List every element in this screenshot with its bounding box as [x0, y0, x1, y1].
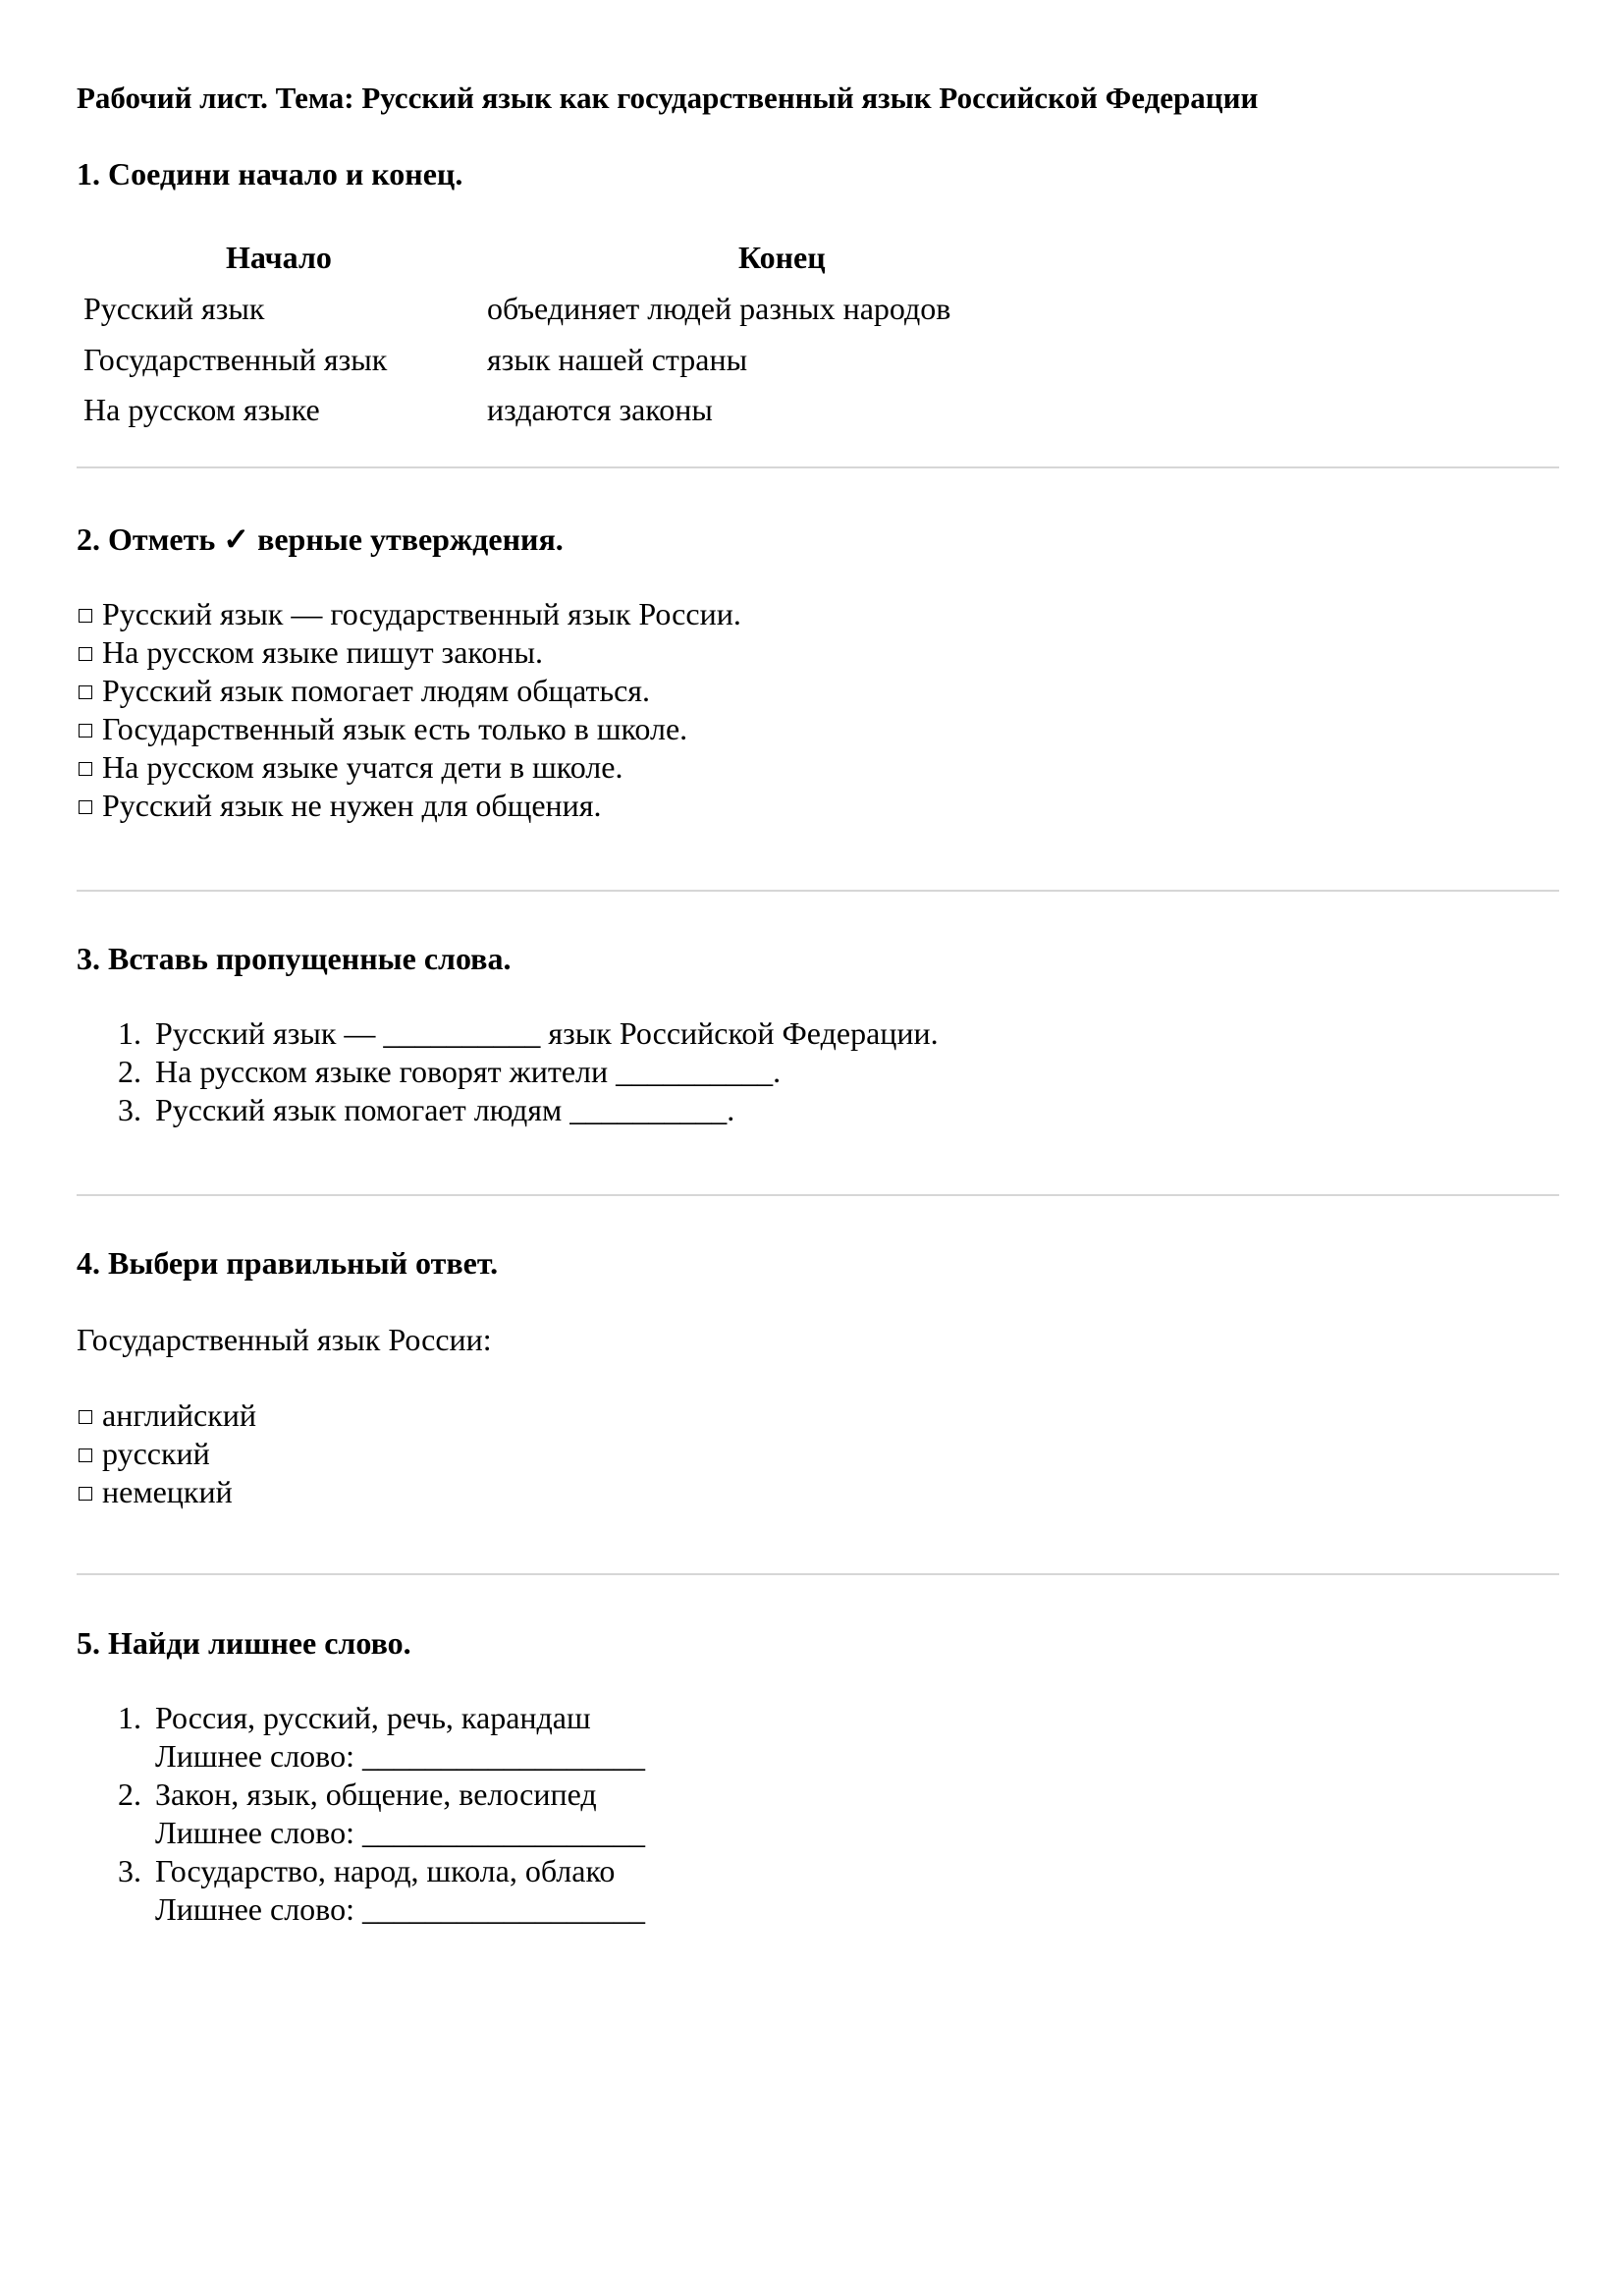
fill-in-item: 2. На русском языке говорят жители __________.: [118, 1054, 782, 1089]
match-start-3: На русском языке: [83, 392, 320, 427]
checkbox-icon[interactable]: [79, 647, 92, 661]
section4-heading: 4. Выбери правильный ответ.: [77, 1245, 499, 1281]
checkbox-icon[interactable]: [79, 1410, 92, 1424]
odd-word-item: 1. Россия, русский, речь, карандаш: [118, 1700, 591, 1735]
fill-in-item: 1. Русский язык — __________ язык Российской Федерации.: [118, 1015, 939, 1051]
statement-item: Русский язык не нужен для общения.: [79, 788, 602, 824]
worksheet-title: Рабочий лист. Тема: Русский язык как государственный язык Российской Федерации: [77, 81, 1259, 115]
section5-heading: 5. Найди лишнее слово.: [77, 1625, 411, 1661]
section1-heading: 1. Соедини начало и конец.: [77, 156, 463, 191]
statement-item: Русский язык помогает людям общаться.: [79, 673, 650, 709]
match-end-2: язык нашей страны: [487, 342, 748, 377]
divider: [77, 1194, 1559, 1196]
col-start-header: Начало: [226, 240, 332, 275]
odd-word-answer: Лишнее слово: __________________: [155, 1738, 645, 1774]
statement-item: Русский язык — государственный язык России.: [79, 596, 741, 632]
odd-word-item: 2. Закон, язык, общение, велосипед: [118, 1777, 597, 1812]
odd-word-answer: Лишнее слово: __________________: [155, 1891, 645, 1927]
odd-word-answer: Лишнее слово: __________________: [155, 1815, 645, 1850]
match-end-1: объединяет людей разных народов: [487, 291, 951, 326]
answer-option: немецкий: [79, 1474, 233, 1510]
col-end-header: Конец: [738, 240, 826, 275]
checkbox-icon[interactable]: [79, 1487, 92, 1501]
divider: [77, 1573, 1559, 1575]
checkbox-icon[interactable]: [79, 800, 92, 814]
divider: [77, 890, 1559, 892]
statement-item: На русском языке учатся дети в школе.: [79, 749, 622, 786]
match-start-1: Русский язык: [83, 291, 265, 326]
match-start-2: Государственный язык: [83, 342, 388, 377]
checkbox-icon[interactable]: [79, 609, 92, 623]
section2-heading: 2. Отметь ✓ верные утверждения.: [77, 521, 564, 557]
section3-heading: 3. Вставь пропущенные слова.: [77, 941, 512, 976]
statement-item: На русском языке пишут законы.: [79, 634, 543, 671]
odd-word-item: 3. Государство, народ, школа, облако: [118, 1853, 616, 1888]
answer-option: английский: [79, 1397, 256, 1434]
fill-in-item: 3. Русский язык помогает людям __________.: [118, 1092, 735, 1127]
match-end-3: издаются законы: [487, 392, 713, 427]
divider: [77, 466, 1559, 468]
statement-item: Государственный язык есть только в школе.: [79, 711, 687, 747]
checkbox-icon[interactable]: [79, 685, 92, 699]
checkbox-icon[interactable]: [79, 762, 92, 776]
checkbox-icon[interactable]: [79, 1449, 92, 1462]
checkbox-icon[interactable]: [79, 724, 92, 738]
answer-option: русский: [79, 1436, 210, 1472]
question-text: Государственный язык России:: [77, 1322, 492, 1357]
